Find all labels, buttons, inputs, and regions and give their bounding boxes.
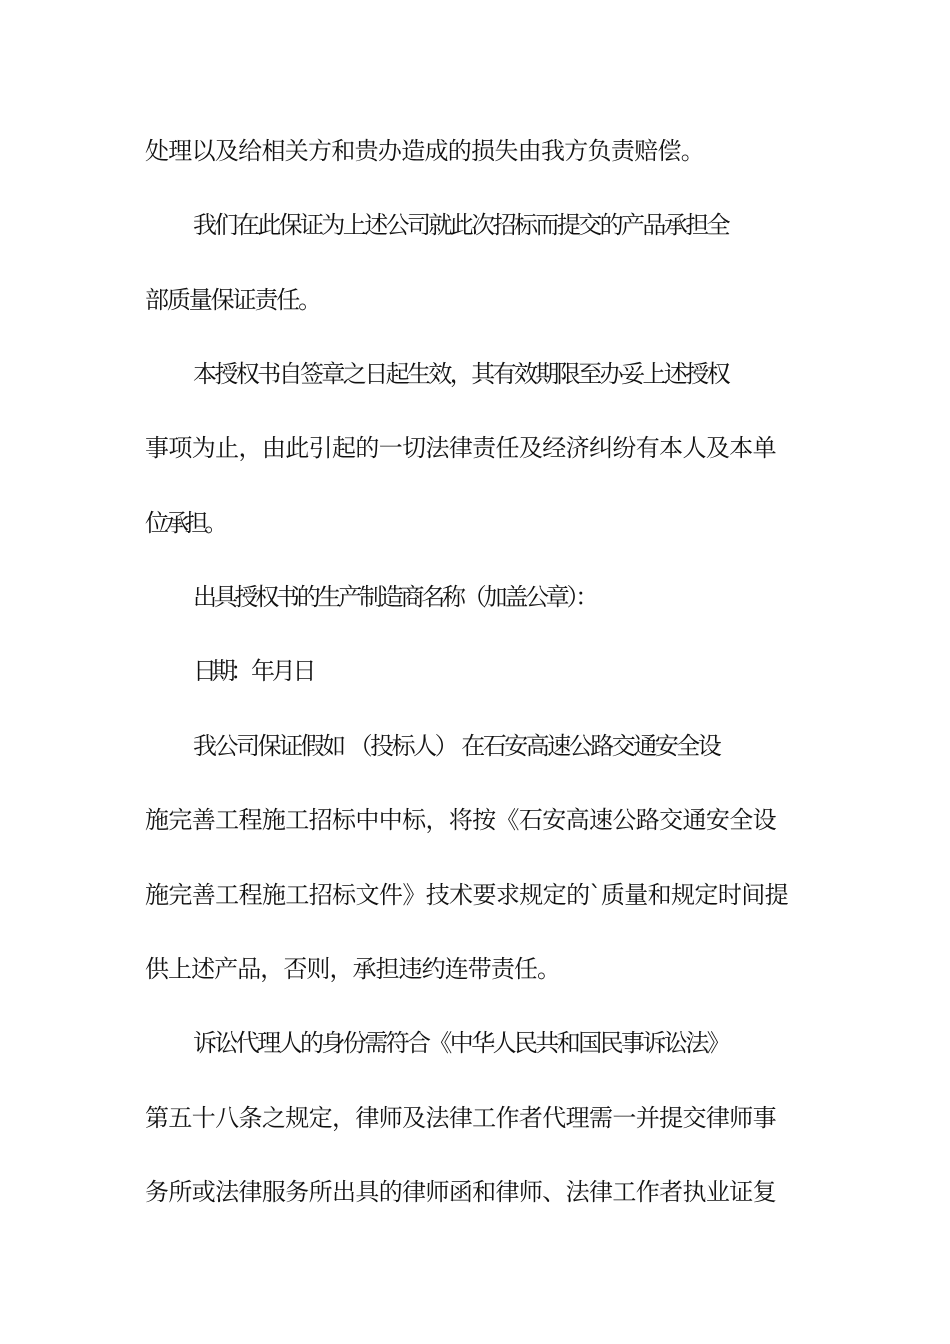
text-line-2: 我们在此保证为上述公司就此次招标而提交的产品承担全 (193, 211, 728, 239)
text-line-14: 第五十八条之规定，律师及法律工作者代理需一并提交律师事 (145, 1104, 776, 1132)
text-line-1: 处理以及给相关方和贵办造成的损失由我方负责赔偿。 (145, 137, 704, 165)
text-line-15: 务所或法律服务所出具的律师函和律师、法律工作者执业证复 (145, 1178, 776, 1206)
text-line-5: 事项为止，由此引起的一切法律责任及经济纠纷有本人及本单 (145, 434, 776, 462)
date-line: 日期： 年 月 日 (193, 657, 312, 685)
text-line-13: 诉讼代理人的身份需符合《中华人民共和国民事诉讼法》 (193, 1029, 728, 1057)
text-line-12: 供上述产品，否则，承担违约连带责任。 (145, 955, 560, 983)
text-line-10: 施完善工程施工招标中中标，将按《石安高速公路交通安全设 (145, 806, 776, 834)
text-line-9: 我公司保证假如 （投标人） 在石安高速公路交通安全设 (193, 732, 720, 760)
text-line-6: 位承担。 (145, 509, 224, 537)
text-line-3: 部质量保证责任。 (145, 286, 320, 314)
text-line-4: 本授权书自签章之日起生效，其有效期限至办妥上述授权 (193, 360, 728, 388)
text-line-7: 出具授权书的生产制造商名称（加盖公章）： (193, 583, 596, 611)
text-line-11: 施完善工程施工招标文件》技术要求规定的`质量和规定时间提 (145, 881, 788, 909)
